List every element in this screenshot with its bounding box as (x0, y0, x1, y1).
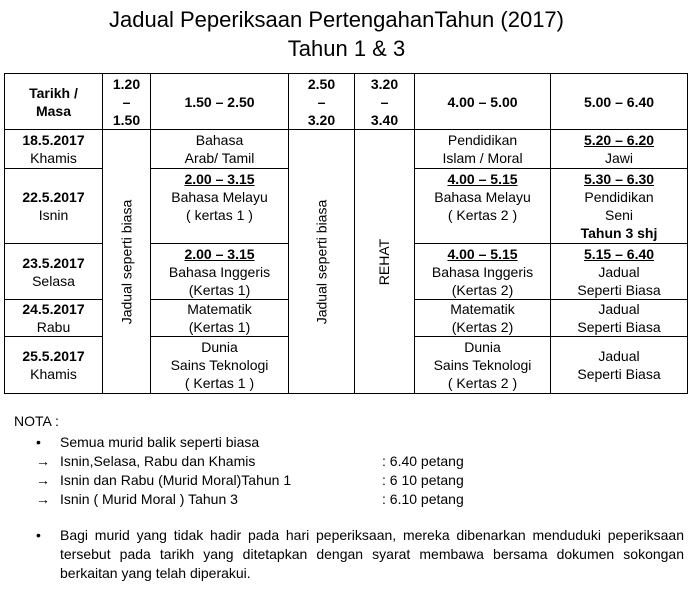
slot-2-cell: Matematik (Kertas 1) (151, 300, 289, 337)
date-cell: 23.5.2017 Selasa (5, 244, 103, 300)
bullet-icon: • (36, 527, 41, 543)
slot-2-cell: 2.00 – 3.15 Bahasa Melayu ( kertas 1 ) (151, 169, 289, 244)
slot-5-cell: 4.00 – 5.15 Bahasa Melayu ( Kertas 2 ) (415, 169, 551, 244)
date-cell: 22.5.2017 Isnin (5, 169, 103, 244)
table-row (5, 130, 688, 169)
page-subtitle: Tahun 1 & 3 (287, 36, 406, 61)
header-slot-4: 3.20 – 3.40 (355, 74, 415, 130)
header-slot-2: 1.50 – 2.50 (151, 74, 289, 130)
slot-5-cell: Matematik (Kertas 2) (415, 300, 551, 337)
slot-6-cell: 5.20 – 6.20 Jawi (551, 130, 688, 169)
slot-2-cell: 2.00 – 3.15 Bahasa Inggeris (Kertas 1) (151, 244, 289, 300)
slot-5-cell: Dunia Sains Teknologi ( Kertas 2 ) (415, 337, 551, 394)
date-cell: 18.5.2017 Khamis (5, 130, 103, 169)
page-title: Jadual Peperiksaan PertengahanTahun (2017) (109, 7, 564, 32)
slot-6-cell: 5.30 – 6.30 Pendidikan Seni Tahun 3 shj (551, 169, 688, 244)
slot-6-cell: Jadual Seperti Biasa (551, 337, 688, 394)
header-slot-5: 4.00 – 5.00 (415, 74, 551, 130)
slot-4-break: REHAT (355, 130, 415, 394)
slot-6-cell: Jadual Seperti Biasa (551, 300, 688, 337)
slot-1-merged: Jadual seperti biasa (103, 130, 151, 394)
arrow-right-icon: → (36, 472, 50, 488)
slot-3-merged: Jadual seperti biasa (289, 130, 355, 394)
notes-heading: NOTA : (14, 413, 59, 429)
header-slot-3: 2.50 – 3.20 (289, 74, 355, 130)
header-slot-6: 5.00 – 6.40 (551, 74, 688, 130)
header-slot-1: 1.20 – 1.50 (103, 74, 151, 130)
slot-6-cell: 5.15 – 6.40 Jadual Seperti Biasa (551, 244, 688, 300)
arrow-right-icon: → (36, 453, 50, 469)
slot-5-cell: 4.00 – 5.15 Bahasa Inggeris (Kertas 2) (415, 244, 551, 300)
arrow-right-icon: → (36, 491, 50, 507)
header-date: Tarikh / Masa (5, 74, 103, 130)
date-cell: 24.5.2017 Rabu (5, 300, 103, 337)
exam-schedule-table (4, 73, 688, 394)
slot-2-cell: Bahasa Arab/ Tamil (151, 130, 289, 169)
slot-2-cell: Dunia Sains Teknologi ( Kertas 1 ) (151, 337, 289, 394)
slot-5-cell: Pendidikan Islam / Moral (415, 130, 551, 169)
bullet-icon: • (36, 434, 41, 450)
date-cell: 25.5.2017 Khamis (5, 337, 103, 394)
header-row (5, 74, 688, 130)
